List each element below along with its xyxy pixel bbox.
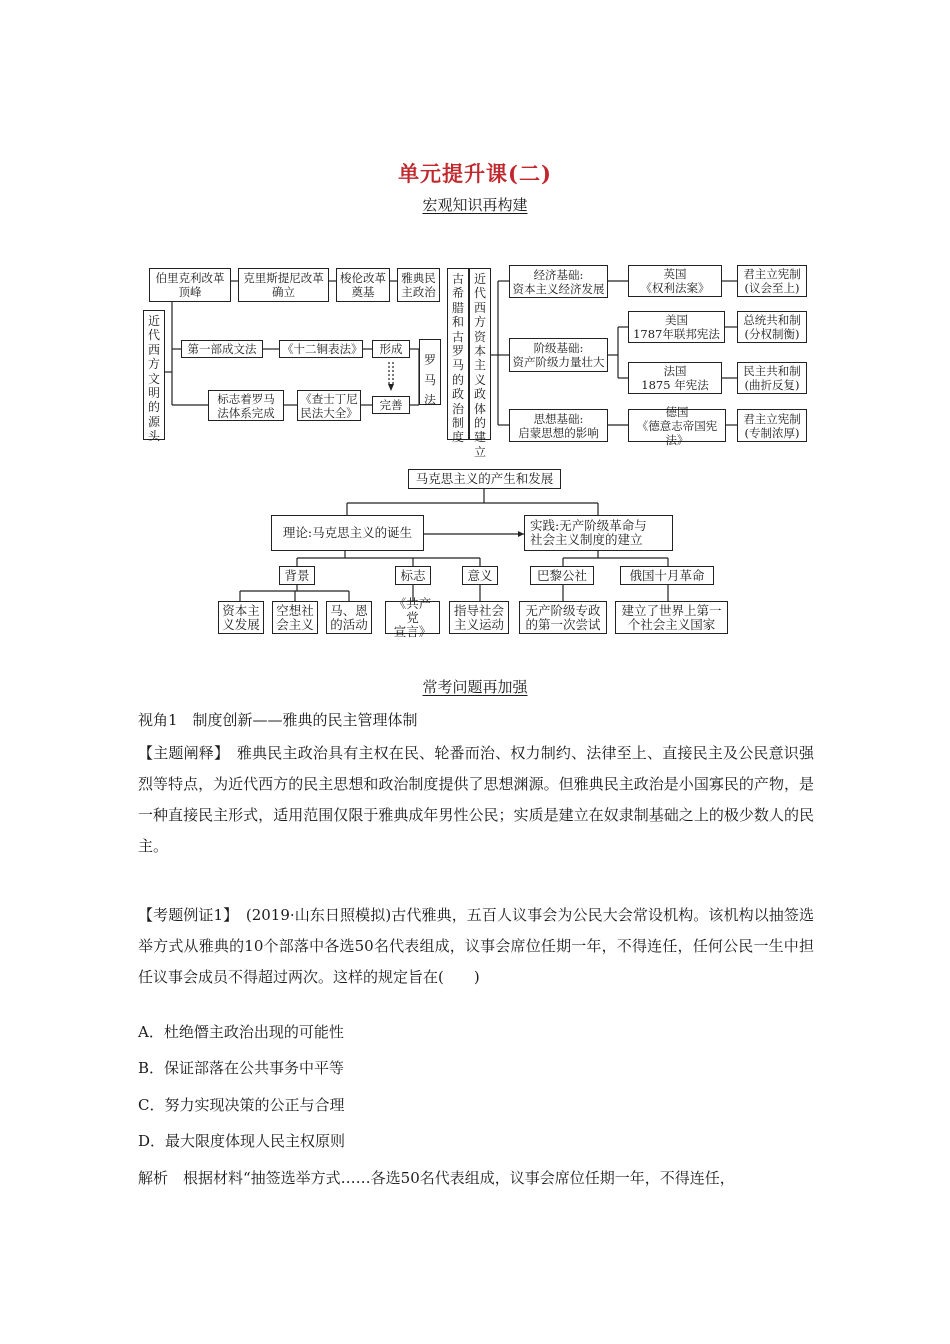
- box-germany-result: 君主立宪制 (专制浓厚): [737, 409, 807, 442]
- box-solon-reform: 梭伦改革 奠基: [336, 268, 390, 302]
- box-utopian-socialism: 空想社 会主义: [272, 601, 318, 634]
- theme-paragraph: 【主题阐释】 雅典民主政治具有主权在民、轮番而治、权力制约、法律至上、直接民主及公民意识强烈等特点，为近代西方的民主思想和政治制度提供了思想渊源。但雅典民主政治是小国寡民的产物，是一种直接民主形式，适用范围仅限于雅典成年男性公民；实质是建立在奴隶制基础之上的极少数人的民主。: [138, 744, 814, 855]
- section-heading-questions: [0, 676, 950, 697]
- box-ideology-basis: 思想基础: 启蒙思想的影响: [509, 409, 608, 442]
- box-us: 美国 1787年联邦宪法: [628, 311, 725, 343]
- box-uk-result: 君主立宪制 (议会至上): [737, 265, 807, 297]
- box-first-attempt: 无产阶级专政 的第一次尝试: [519, 601, 607, 634]
- box-theory: 理论:马克思主义的诞生: [271, 515, 424, 551]
- box-justinian-code: 《查士丁尼 民法大全》: [297, 390, 361, 421]
- box-roman-law-system: 标志着罗马 法体系完成: [208, 390, 284, 421]
- page-title: 单元提升课(二): [398, 161, 552, 186]
- analysis-text: 解析 根据材料“抽签选举方式……各选50名代表组成，议事会席位任期一年，不得连任，: [138, 1169, 735, 1187]
- option-c: C．努力实现决策的公正与合理: [138, 1096, 345, 1114]
- box-practice: 实践:无产阶级革命与 社会主义制度的建立: [524, 515, 673, 551]
- box-greek-roman-politics: 古希腊和古罗马的政治制度: [447, 268, 469, 440]
- box-capitalism-development: 资本主 义发展: [218, 601, 264, 634]
- box-first-written-law: 第一部成文法: [181, 340, 263, 358]
- box-paris-commune: 巴黎公社: [530, 566, 594, 585]
- box-capitalist-politics: 近代西方资本主义政体的建立: [469, 268, 491, 440]
- example-paragraph: 【考题例证1】 (2019·山东日照模拟)古代雅典，五百人议事会为公民大会常设机构。该机构以抽签选举方式从雅典的10个部落中各选50名代表组成，议事会席位任期一年，不得连任，任何公民一生中担任议事会成员不得超过两次。这样的规定旨在( ): [138, 906, 814, 986]
- box-germany: 德国 《德意志帝国宪法》: [628, 409, 726, 442]
- box-economic-basis: 经济基础: 资本主义经济发展: [509, 265, 608, 298]
- option-d: D．最大限度体现人民主权原则: [138, 1132, 346, 1150]
- box-guide-socialism: 指导社会 主义运动: [449, 601, 509, 634]
- box-mark: 标志: [395, 566, 431, 585]
- box-communist-manifesto: 《共产党 宣言》: [385, 601, 440, 634]
- box-marx-engels-activities: 马、恩 的活动: [326, 601, 372, 634]
- subtitle-text: 宏观知识再构建: [422, 196, 528, 214]
- option-b: B．保证部落在公共事务中平等: [138, 1059, 345, 1077]
- box-class-basis: 阶级基础: 资产阶级力量壮大: [509, 338, 608, 372]
- box-uk: 英国 《权利法案》: [628, 265, 722, 297]
- box-background: 背景: [279, 566, 315, 585]
- box-marxism-top: 马克思主义的产生和发展: [408, 469, 561, 489]
- option-a: A．杜绝僭主政治出现的可能性: [138, 1023, 344, 1041]
- box-meaning: 意义: [462, 566, 498, 585]
- angle-heading: 视角1 制度创新——雅典的民主管理体制: [138, 711, 418, 729]
- section2-text: 常考问题再加强: [422, 678, 528, 696]
- box-october-revolution: 俄国十月革命: [620, 566, 714, 585]
- box-france-result: 民主共和制 (曲折反复): [737, 362, 807, 394]
- box-roman-law: 罗马法: [419, 339, 441, 405]
- box-twelve-tables: 《十二铜表法》: [279, 340, 363, 358]
- box-improved: 完善: [372, 396, 410, 414]
- box-first-socialist-state: 建立了世界上第一 个社会主义国家: [615, 601, 728, 634]
- box-us-result: 总统共和制 (分权制衡): [737, 311, 807, 343]
- box-athens-democracy: 雅典民 主政治: [397, 268, 440, 302]
- box-france: 法国 1875 年宪法: [628, 362, 722, 394]
- box-pericles-reform: 伯里克利改革 顶峰: [149, 268, 231, 302]
- box-western-origin: 近代西方文明的源头: [143, 310, 165, 440]
- box-formed: 形成: [372, 340, 410, 358]
- box-cleisthenes-reform: 克里斯提尼改革 确立: [238, 268, 329, 302]
